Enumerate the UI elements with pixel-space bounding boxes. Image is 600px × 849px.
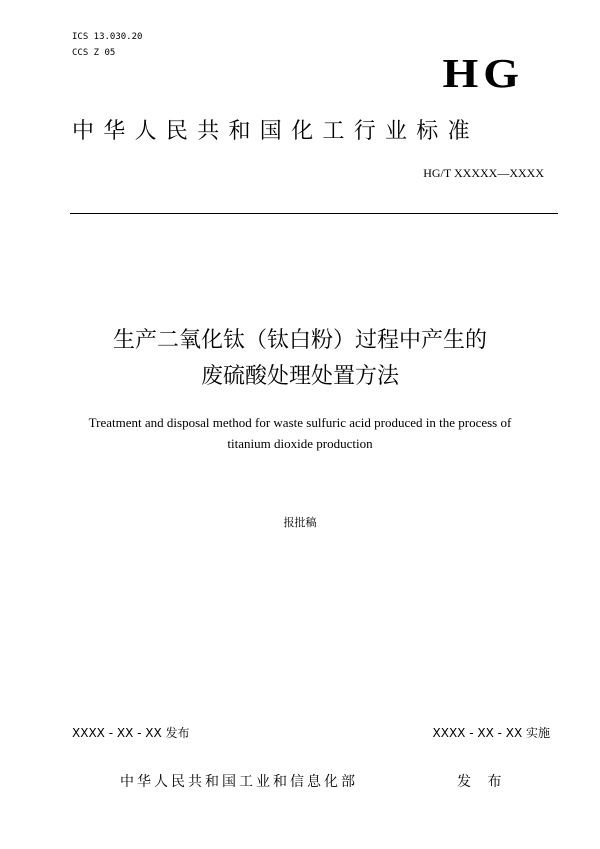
hg-logo: HG (442, 50, 524, 97)
header-divider (70, 213, 558, 214)
standard-number: HG/T XXXXX—XXXX (423, 166, 544, 180)
ics-code: ICS 13.030.20 (72, 32, 143, 42)
implement-date: XXXX - XX - XX 实施 (432, 726, 550, 740)
chinese-title-line-1: 生产二氧化钛（钛白粉）过程中产生的 (112, 328, 487, 353)
standard-category-title: 中华人民共和国化工行业标准 (72, 119, 479, 144)
ccs-code: CCS Z 05 (72, 48, 116, 58)
issuing-authority: 中华人民共和国工业和信息化部 (120, 774, 358, 790)
publish-date: XXXX - XX - XX 发布 (72, 726, 190, 740)
draft-status-label: 报批稿 (283, 516, 317, 529)
chinese-title-line-2: 废硫酸处理处置方法 (200, 364, 399, 389)
english-title-line-2: titanium dioxide production (227, 436, 373, 451)
issue-label: 发 布 (457, 774, 508, 790)
english-title-line-1: Treatment and disposal method for waste sulfuric acid produced in the process of (88, 415, 512, 430)
